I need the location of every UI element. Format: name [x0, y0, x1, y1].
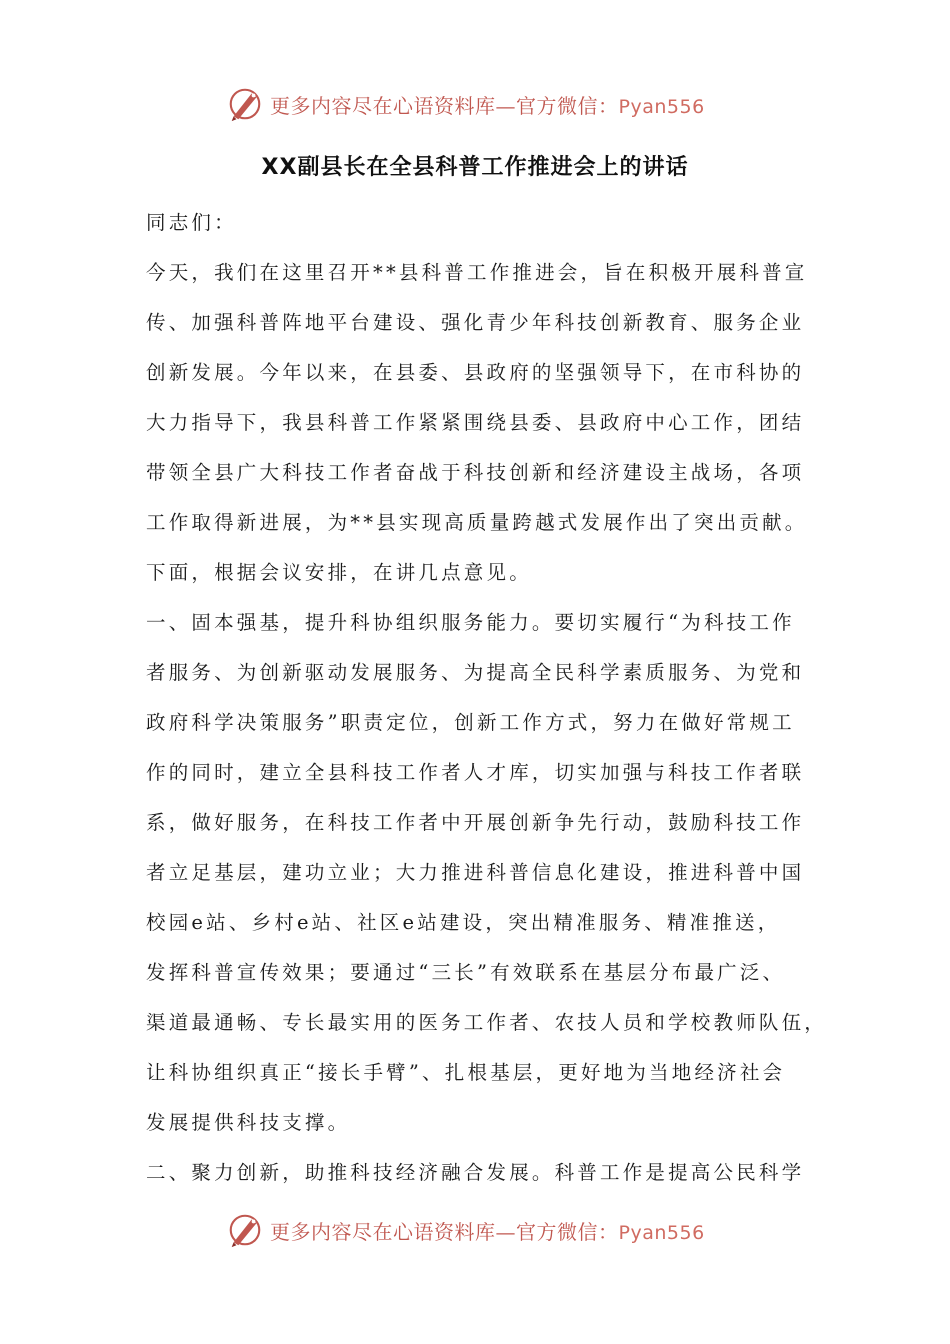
- body-line: 今天，我们在这里召开**县科普工作推进会，旨在积极开展科普宣: [146, 261, 808, 284]
- pen-logo-icon: [226, 1211, 264, 1249]
- header-watermark-banner: [0, 82, 950, 126]
- body-line: 政府科学决策服务”职责定位，创新工作方式，努力在做好常规工: [146, 711, 795, 734]
- body-line: 让科协组织真正“接长手臂”、扎根基层，更好地为当地经济社会: [146, 1061, 786, 1084]
- watermark-label: 更多内容尽在心语资料库—官方微信：: [270, 1219, 619, 1244]
- watermark-label: 更多内容尽在心语资料库—官方微信：: [270, 93, 619, 118]
- body-line: 工作取得新进展，为**县实现高质量跨越式发展作出了突出贡献。: [146, 511, 808, 534]
- pen-logo-icon: [226, 85, 264, 123]
- body-line: 传、加强科普阵地平台建设、强化青少年科技创新教育、服务企业: [146, 311, 805, 334]
- body-line: 创新发展。今年以来，在县委、县政府的坚强领导下，在市科协的: [146, 361, 805, 384]
- body-line: 二、聚力创新，助推科技经济融合发展。科普工作是提高公民科学: [146, 1161, 805, 1184]
- body-line: 大力指导下，我县科普工作紧紧围绕县委、县政府中心工作，团结: [146, 411, 805, 434]
- watermark-text: [270, 1216, 705, 1245]
- body-line: 发展提供科技支撑。: [146, 1111, 351, 1134]
- footer-watermark-banner: [0, 1208, 950, 1252]
- body-line: 者服务、为创新驱动发展服务、为提高全民科学素质服务、为党和: [146, 661, 805, 684]
- body-line: 系，做好服务，在科技工作者中开展创新争先行动，鼓励科技工作: [146, 811, 805, 834]
- body-line: 下面，根据会议安排，在讲几点意见。: [146, 561, 532, 584]
- document-title: XX副县长在全县科普工作推进会上的讲话: [261, 155, 689, 180]
- wechat-id: Pyan556: [618, 95, 705, 118]
- document-body: [146, 198, 828, 1198]
- body-line: 同志们：: [146, 211, 237, 234]
- body-line: 一、固本强基，提升科协组织服务能力。要切实履行“为科技工作: [146, 611, 795, 634]
- body-line: 校园e站、乡村e站、社区e站建设，突出精准服务、精准推送，: [146, 911, 781, 934]
- watermark-text: [270, 90, 705, 119]
- body-line: 带领全县广大科技工作者奋战于科技创新和经济建设主战场，各项: [146, 461, 805, 484]
- wechat-id: Pyan556: [618, 1221, 705, 1244]
- body-line: 渠道最通畅、专长最实用的医务工作者、农技人员和学校教师队伍，: [146, 1011, 828, 1034]
- body-line: 者立足基层，建功立业；大力推进科普信息化建设，推进科普中国: [146, 861, 805, 884]
- body-line: 发挥科普宣传效果；要通过“三长”有效联系在基层分布最广泛、: [146, 961, 786, 984]
- body-line: 作的同时，建立全县科技工作者人才库，切实加强与科技工作者联: [146, 761, 805, 784]
